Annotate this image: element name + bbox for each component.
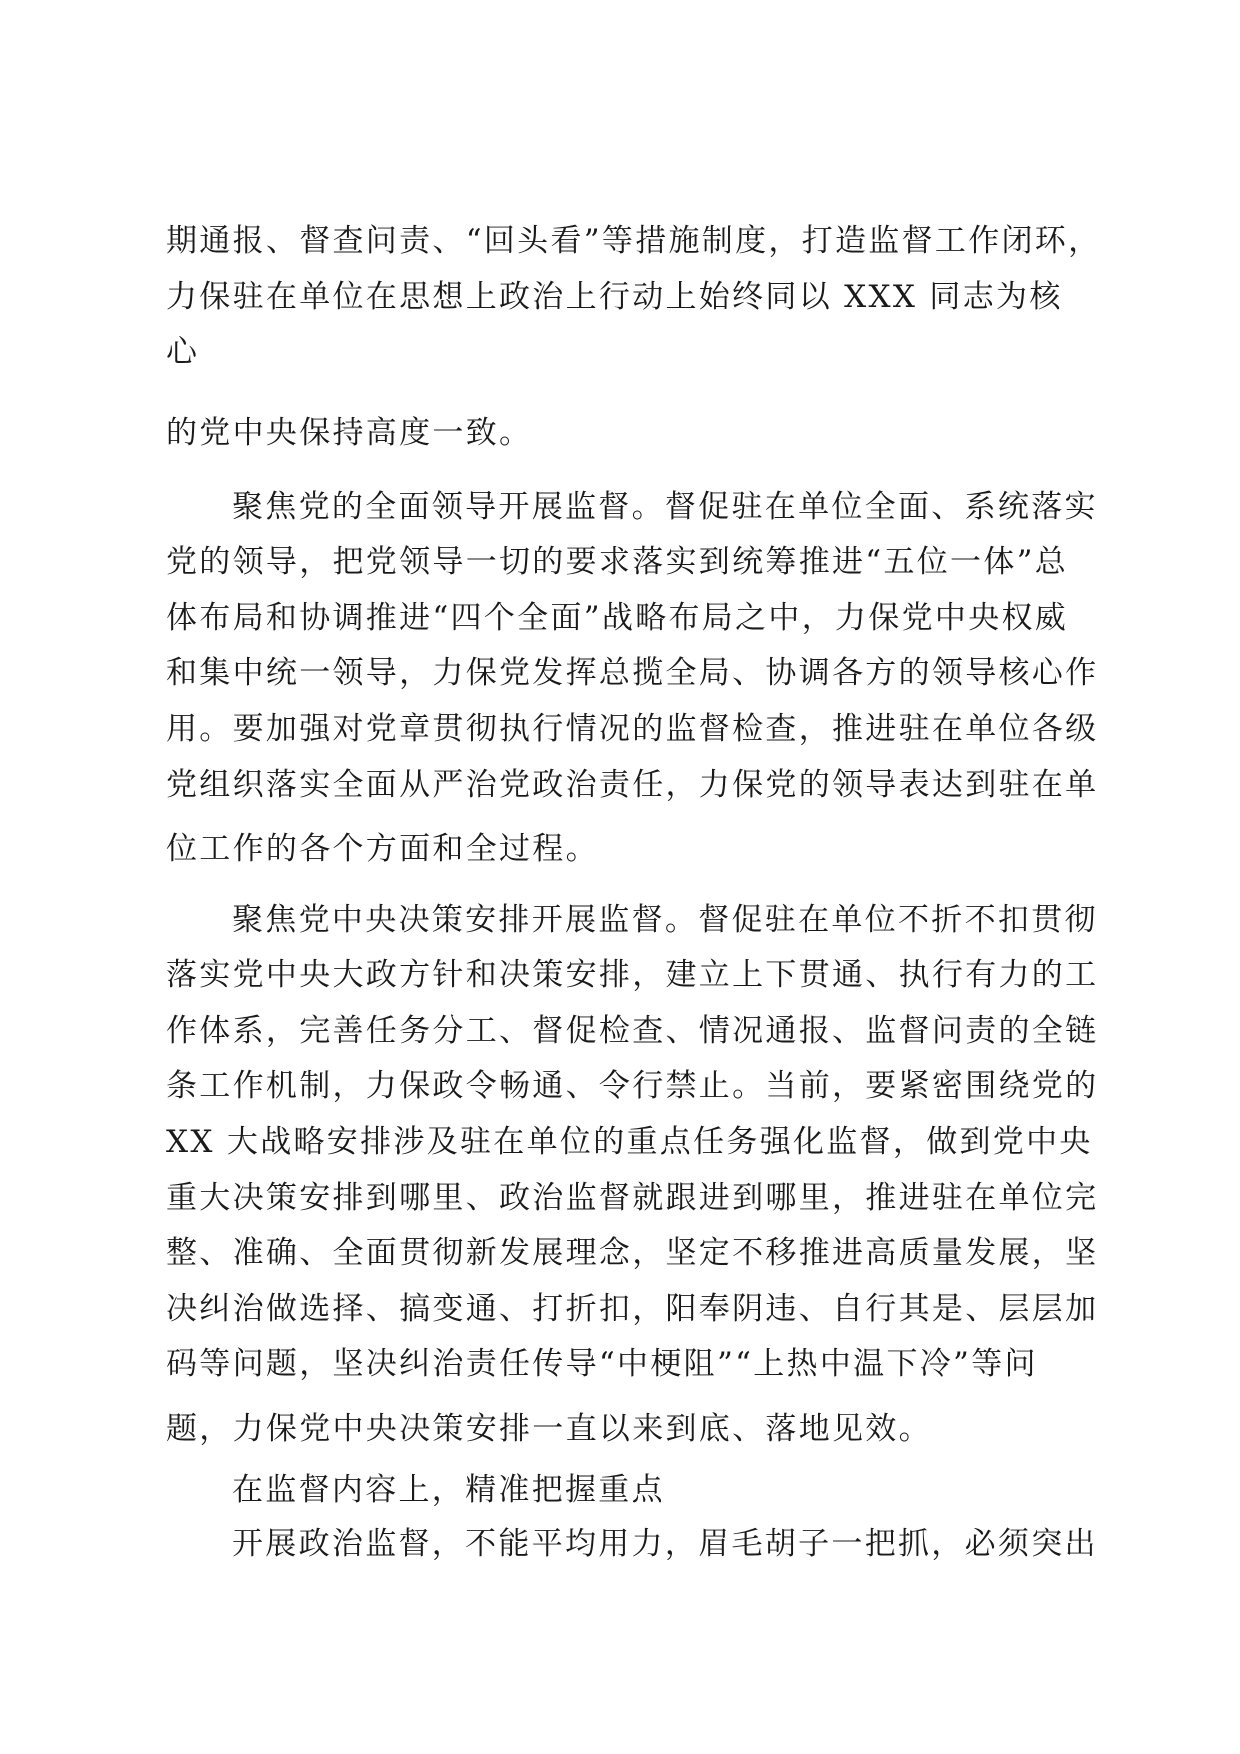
paragraph-first-line: 聚焦党中央决策安排开展监督。督促驻在单位不折不扣贯彻 <box>232 902 1098 938</box>
text-line: 力保驻在单位在思想上政治上行动上始终同以 XXX 同志为核 <box>166 279 1063 315</box>
text-line: XX 大战略安排涉及驻在单位的重点任务强化监督，做到党中央 <box>166 1124 1093 1160</box>
text-line: 决纠治做选择、搞变通、打折扣，阳奉阴违、自行其是、层层加 <box>166 1291 1099 1327</box>
text-line: 重大决策安排到哪里、政治监督就跟进到哪里，推进驻在单位完 <box>166 1180 1099 1216</box>
text-line: 党组织落实全面从严治党政治责任，力保党的领导表达到驻在单 <box>166 767 1099 803</box>
paragraph-first-line: 开展政治监督，不能平均用力，眉毛胡子一把抓，必须突出 <box>232 1526 1098 1562</box>
text-line: 落实党中央大政方针和决策安排，建立上下贯通、执行有力的工 <box>166 957 1099 993</box>
text-line: 作体系，完善任务分工、督促检查、情况通报、监督问责的全链 <box>166 1013 1099 1049</box>
text-line: 心 <box>166 334 200 370</box>
text-line: 整、准确、全面贯彻新发展理念，坚定不移推进高质量发展，坚 <box>166 1235 1099 1271</box>
text-line: 期通报、督查问责、“回头看”等措施制度，打造监督工作闭环， <box>166 223 1102 259</box>
text-line: 用。要加强对党章贯彻执行情况的监督检查，推进驻在单位各级 <box>166 711 1099 747</box>
text-line: 体布局和协调推进“四个全面”战略布局之中，力保党中央权威 <box>166 600 1069 636</box>
text-line: 条工作机制，力保政令畅通、令行禁止。当前，要紧密围绕党的 <box>166 1068 1099 1104</box>
text-line: 码等问题，坚决纠治责任传导“中梗阻”“上热中温下冷”等问 <box>166 1346 1038 1382</box>
text-line: 和集中统一领导，力保党发挥总揽全局、协调各方的领导核心作 <box>166 655 1099 691</box>
paragraph-first-line: 聚焦党的全面领导开展监督。督促驻在单位全面、系统落实 <box>232 489 1098 525</box>
text-line: 题，力保党中央决策安排一直以来到底、落地见效。 <box>166 1411 932 1447</box>
text-line: 党的领导，把党领导一切的要求落实到统筹推进“五位一体”总 <box>166 544 1069 580</box>
section-heading: 在监督内容上，精准把握重点 <box>232 1472 665 1508</box>
text-line: 位工作的各个方面和全过程。 <box>166 831 599 867</box>
text-line: 的党中央保持高度一致。 <box>166 415 533 451</box>
